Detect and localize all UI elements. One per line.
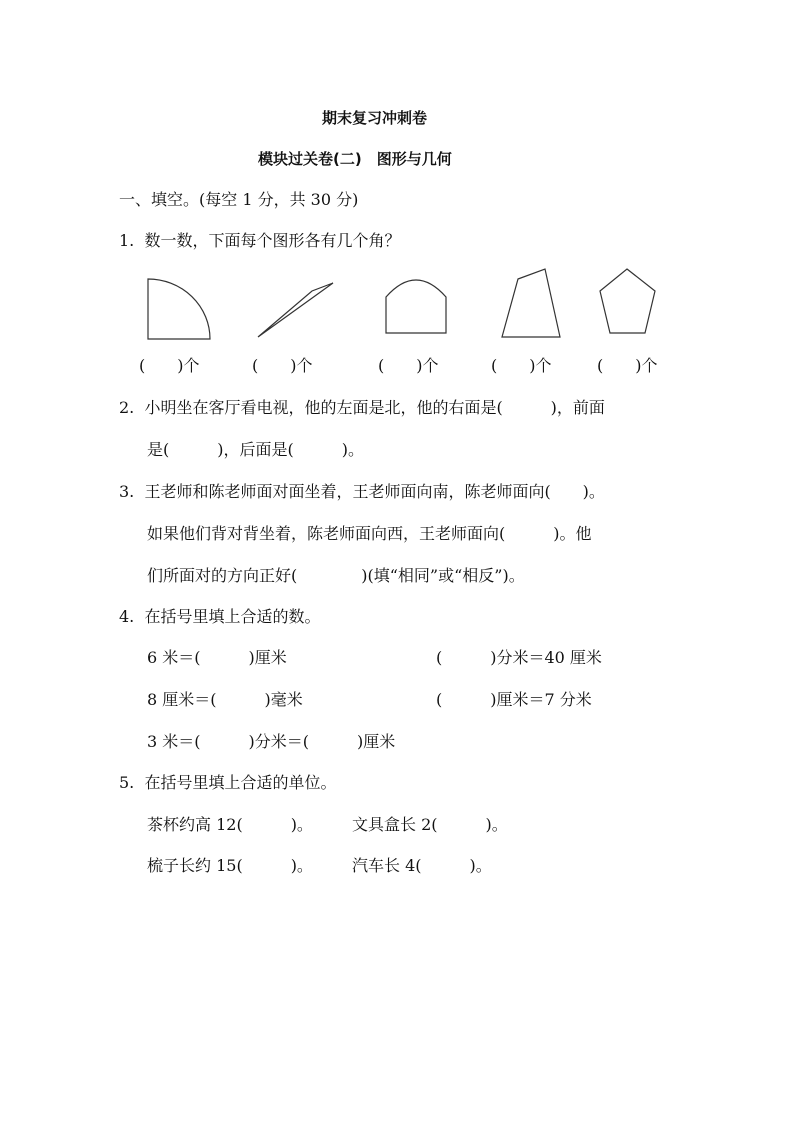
- q1-blank-1[interactable]: ( )个: [139, 356, 200, 375]
- exam-title: 期末复习冲刺卷: [322, 109, 428, 127]
- question-2-line-1: 2. 小明坐在客厅看电视，他的左面是北，他的右面是( )，前面: [119, 398, 605, 417]
- q4-row2-left: 8 厘米＝( )毫米: [147, 690, 303, 709]
- q5-row1-right: 文具盒长 2( )。: [352, 815, 508, 834]
- q4-row3: 3 米＝( )分米＝( )厘米: [147, 732, 396, 751]
- q4-row1-left: 6 米＝( )厘米: [147, 648, 287, 667]
- q1-blank-4[interactable]: ( )个: [491, 356, 552, 375]
- q5-row2-right: 汽车长 4( )。: [352, 856, 492, 875]
- trapezoid-icon: [502, 269, 560, 337]
- question-5: 5. 在括号里填上合适的单位。: [119, 773, 337, 792]
- q1-blank-3[interactable]: ( )个: [378, 356, 439, 375]
- question-4: 4. 在括号里填上合适的数。: [119, 607, 321, 626]
- question-3-line-2: 如果他们背对背坐着，陈老师面向西，王老师面向( )。他: [147, 524, 592, 543]
- question-3-line-1: 3. 王老师和陈老师面对面坐着，王老师面向南，陈老师面向( )。: [119, 482, 605, 501]
- q1-blank-5[interactable]: ( )个: [597, 356, 658, 375]
- triangle-icon: [258, 283, 333, 337]
- quarter-circle-icon: [148, 279, 210, 339]
- question-2-line-2: 是( )，后面是( )。: [147, 440, 364, 459]
- question-1: 1. 数一数，下面每个图形各有几个角？: [119, 231, 401, 250]
- q5-row2-left: 梳子长约 15( )。: [147, 856, 313, 875]
- question-3-line-3: 们所面对的方向正好( )(填“相同”或“相反”)。: [147, 566, 525, 585]
- shapes-row: [130, 265, 690, 345]
- q4-row1-right: ( )分米＝40 厘米: [436, 648, 602, 667]
- q4-row2-right: ( )厘米＝7 分米: [436, 690, 592, 709]
- arch-icon: [386, 280, 446, 333]
- exam-subtitle: 模块过关卷(二) 图形与几何: [258, 150, 452, 168]
- q5-row1-left: 茶杯约高 12( )。: [147, 815, 313, 834]
- section-heading: 一、填空。(每空 1 分，共 30 分): [119, 190, 359, 209]
- pentagon-icon: [600, 269, 655, 333]
- q1-blank-2[interactable]: ( )个: [252, 356, 313, 375]
